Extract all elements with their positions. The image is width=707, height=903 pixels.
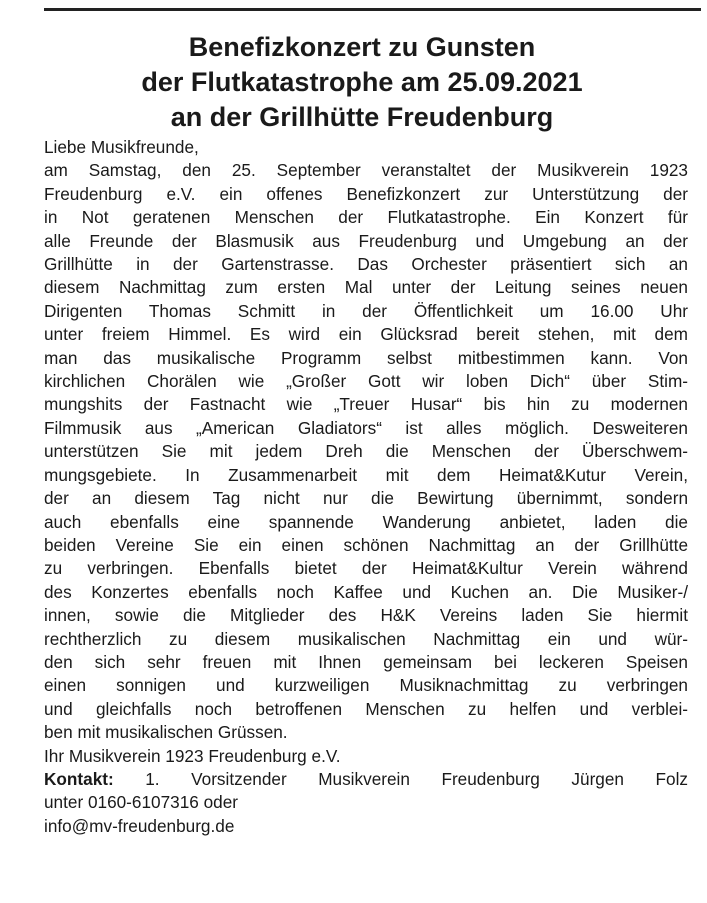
body-line: unter freiem Himmel. Es wird ein Glücksrad bereit stehen, mit dem: [44, 324, 688, 345]
body-line: des Konzertes ebenfalls noch Kaffee und Kuchen an. Die Musiker-/: [44, 581, 688, 602]
body-line: beiden Vereine Sie ein einen schönen Nachmittag an der Grillhütte: [44, 534, 688, 555]
headline-line-2: der Flutkatastrophe am 25.09.2021: [141, 67, 583, 97]
greeting: Liebe Musikfreunde,: [44, 137, 199, 157]
contact-phone: unter 0160-6107316 oder: [44, 792, 238, 813]
body-line: Freudenburg e.V. ein offenes Benefizkonzert zur Unterstützung der: [44, 183, 688, 204]
body-line: am Samstag, den 25. September veranstaltet der Musikverein 1923: [44, 160, 688, 181]
body-line: diesem Nachmittag zum ersten Mal unter der Leitung seines neuen: [44, 277, 688, 298]
body-line: zu verbringen. Ebenfalls bietet der Heimat&Kultur Verein während: [44, 558, 688, 579]
contact-email: info@mv-freudenburg.de: [44, 815, 235, 836]
contact-line: [44, 768, 688, 791]
contact-text: 1. Vorsitzender Musikverein Freudenburg Jürgen Folz: [113, 768, 688, 789]
body-line: man das musikalische Programm selbst mitbestimmen kann. Von: [44, 347, 688, 368]
headline-line-3: an der Grillhütte Freudenburg: [170, 102, 554, 132]
body-line: der an diesem Tag nicht nur die Bewirtung übernimmt, sondern: [44, 488, 688, 509]
body-line: Filmmusik aus „American Gladiators“ ist alles möglich. Desweiteren: [44, 417, 688, 438]
body-line: einen sonnigen und kurzweiligen Musiknachmittag zu verbringen: [44, 675, 688, 696]
body-line: mungshits der Fastnacht wie „Treuer Husar“ bis hin zu modernen: [44, 394, 688, 415]
headline-line-1: Benefizkonzert zu Gunsten: [188, 32, 536, 62]
top-rule: [44, 8, 701, 11]
contact-label: Kontakt:: [44, 768, 114, 789]
article-body: [44, 136, 688, 838]
body-line: Grillhütte in der Gartenstrasse. Das Orchester präsentiert sich an: [44, 254, 688, 275]
body-line: auch ebenfalls eine spannende Wanderung anbietet, laden die: [44, 511, 688, 532]
body-last-line: ben mit musikalischen Grüssen.: [44, 722, 288, 743]
body-line: mungsgebiete. In Zusammenarbeit mit dem Heimat&Kutur Verein,: [44, 464, 688, 485]
body-line: und gleichfalls noch betroffenen Menschen zu helfen und verblei-: [44, 698, 688, 719]
body-line: kirchlichen Chorälen wie „Großer Gott wir loben Dich“ über Stim-: [44, 371, 688, 392]
body-line: den sich sehr freuen mit Ihnen gemeinsam bei leckeren Speisen: [44, 651, 688, 672]
body-line: in Not geratenen Menschen der Flutkatastrophe. Ein Konzert für: [44, 207, 688, 228]
headline: [40, 30, 684, 135]
body-line: Dirigenten Thomas Schmitt in der Öffentlichkeit um 16.00 Uhr: [44, 300, 688, 321]
body-line: rechtherzlich zu diesem musikalischen Nachmittag ein und wür-: [44, 628, 688, 649]
body-line: innen, sowie die Mitglieder des H&K Vereins laden Sie hiermit: [44, 605, 688, 626]
body-line: alle Freunde der Blasmusik aus Freudenburg und Umgebung an der: [44, 230, 688, 251]
signature: Ihr Musikverein 1923 Freudenburg e.V.: [44, 745, 341, 766]
body-line: unterstützen Sie mit jedem Dreh die Menschen der Überschwem-: [44, 441, 688, 462]
